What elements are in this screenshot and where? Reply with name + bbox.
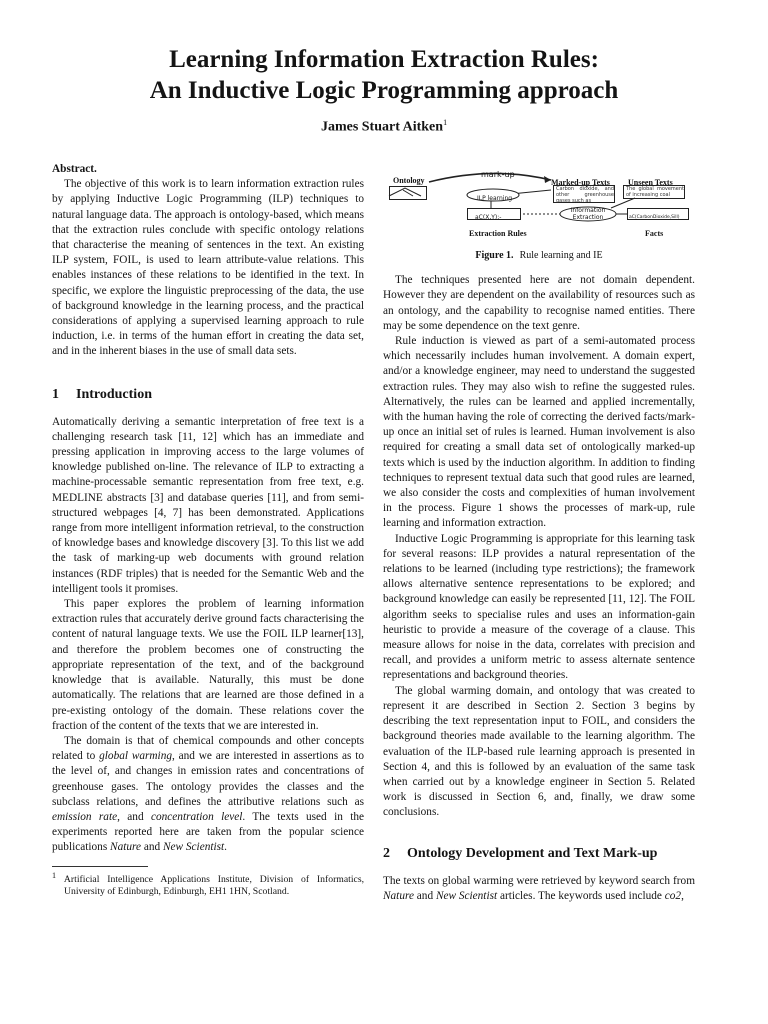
marked-up-snippet: Carbon dioxide, and other greenhouse gases such as	[556, 186, 614, 204]
title-line-2: An Inductive Logic Programming approach	[149, 77, 619, 104]
right-paragraph-1: The techniques presented here are not domain dependent. However they are dependent on the availability of resources such as an ontology, and the capability to recognise named entities. There may be some dependence on the text genre.	[383, 274, 695, 332]
marked-up-texts-label: Marked-up Texts	[551, 178, 610, 187]
footnote	[52, 870, 364, 899]
right-paragraph-4: The global warming domain, and ontology that was created to represent it are described in Section 2. Section 3 begins by describing the text representation input to FOIL, and considers the background theories made available to the learning algorithm. The evaluation of the ILP-based rule learning approach is presented in Section 4, and this is followed by an evaluation of the same task when carried out by a knowledge engineer in Section 5. Related work is discussed in Section 6, and, finally, we draw some conclusions.	[383, 684, 695, 819]
text-run: and	[413, 889, 436, 902]
fact-text: aC(CarbonDioxide,Sill)	[629, 215, 680, 220]
text-run: , and	[117, 810, 151, 823]
footnote-text: Artificial Intelligence Applications Institute, Division of Informatics, University of Edinburgh, Edinburgh, EH1 1HN, Scotland.	[63, 873, 365, 898]
figure-1-diagram	[383, 162, 695, 226]
emphasis-new-scientist: New Scientist	[435, 889, 498, 902]
text-run: . The texts used in the experiments reported here are taken from the popular science publications	[52, 810, 365, 854]
title-line-1: Learning Information Extraction Rules:	[169, 46, 599, 73]
right-column	[383, 162, 695, 904]
left-column	[52, 162, 364, 899]
section-2-heading	[383, 845, 695, 863]
rule-text: aC(X,Y):-	[475, 214, 502, 221]
emphasis-nature: Nature	[110, 841, 142, 854]
footnote-rule	[52, 866, 148, 867]
section-2-paragraph-1	[383, 874, 695, 904]
emphasis-co2: co2	[664, 889, 682, 902]
extraction-rules-label: Extraction Rules	[469, 229, 527, 238]
facts-label: Facts	[645, 229, 664, 238]
author-name: James Stuart Aitken	[320, 119, 444, 135]
ilp-learning-label: ILP learning	[477, 195, 513, 202]
unseen-texts-label: Unseen Texts	[628, 178, 673, 187]
emphasis-global-warming: global warming	[99, 750, 172, 763]
ontology-label: Ontology	[393, 176, 425, 185]
emphasis-emission-rate: emission rate	[52, 810, 118, 823]
emphasis-concentration-level: concentration level	[150, 810, 243, 823]
intro-paragraph-3	[52, 734, 364, 856]
abstract	[52, 162, 364, 360]
right-paragraph-3: Inductive Logic Programming is appropriate for this learning task for several reasons: ILP provides a natural representation of the relations to be learned (including type restrictions); the framework allows alternative sentence representations to be explored; and background knowledge can easily be represented [11, 12]. The FOIL algorithm seeks to specialise rules and uses an information-gain heuristic to provide a measure of the coverage of a clause. This measure allows for noise in the data, correlates with precision and recall, and provides a uniform metric to assess alternate sentence representations and background theories.	[383, 532, 695, 682]
section-1-heading	[52, 386, 364, 404]
emphasis-new-scientist: New Scientist	[162, 841, 225, 854]
abstract-heading: Abstract.	[52, 163, 97, 175]
paper-title	[0, 44, 768, 106]
unseen-snippet: The global movement of increasing coal	[626, 186, 684, 198]
footnote-mark: 1	[52, 870, 57, 880]
markup-arrowhead	[544, 176, 551, 183]
text-run: The domain is that of chemical compounds and other concepts related to	[52, 734, 364, 763]
figure-1-label: Figure 1.	[475, 250, 514, 261]
text-run: .	[224, 841, 227, 854]
text-run: articles. The keywords used include	[497, 889, 665, 902]
footnote-area	[52, 866, 364, 899]
figure-1-caption	[383, 248, 695, 263]
section-2-number: 2	[383, 845, 390, 861]
section-2-title: Ontology Development and Text Mark-up	[407, 845, 658, 861]
author-footnote-mark: 1	[443, 118, 448, 127]
figure-1-caption-text: Rule learning and IE	[519, 250, 603, 261]
ie-label: Information Extraction	[570, 207, 606, 221]
abstract-text: The objective of this work is to learn information extraction rules by applying Inductive Logic Programming (ILP) techniques to natural language data. The approach is ontology-based, which means that the extraction rules conclude with specific ontology relations that characterise the meaning of sentences in the text. An existing ILP system, FOIL, is used to learn attribute-value relations. This enables instances of these relations to be identified in the text. In specific, we explore the linguistic preprocessing of the data, the use of background knowledge in the learning process, and the practical considerations of applying a supervised learning approach to rule induction, i.e. in terms of the human effort in creating the data set, and in the inherent biases in the use of small data sets.	[52, 178, 364, 358]
text-run: and	[141, 841, 163, 854]
section-1-title: Introduction	[76, 386, 152, 402]
figure-1-bottom-labels	[383, 226, 695, 240]
text-run: ,	[681, 889, 684, 902]
text-run: The texts on global warming were retrieved by keyword search from	[383, 874, 695, 887]
intro-paragraph-1: Automatically deriving a semantic interpretation of free text is a challenging research task [11, 12] which has an immediate and pressing application in improving access to the large volumes of knowledge published on-line. The relevance of ILP to extracting a machine-processable semantic representation from free text, e.g. MEDLINE abstracts [3] and database queries [11], and from semi-structured webpages [4, 7] has been demonstrated. Applications range from more intelligent information retrieval, to the construction of knowledge bases and knowledge discovery [3]. To this list we add the task of marking-up web documents with ground relation instances (RDF triples) that is needed for the Semantic Web and the intelligent tools it promises.	[52, 415, 364, 595]
text-run: , and we are interested in assertions as to the level of, and changes in emission rates and concentrations of greenhouse gases. The ontology provides the classes and the subclass relations, and defines the attributive relations such as	[52, 750, 364, 808]
section-1-number: 1	[52, 386, 59, 402]
ontology-box	[389, 186, 427, 200]
author	[0, 118, 768, 136]
markup-label: mark-up	[481, 170, 515, 179]
intro-paragraph-2: This paper explores the problem of learning information extraction rules that accurately derive ground facts characterising the content of natural language texts. We use the FOIL ILP learner[13], and therefore the problem becomes one of constructing the appropriate representation of the text, and of the background knowledge that is available. Naturally, this must be done automatically. The relations that are learned are those defined in a pre-existing ontology of the domain. These relations cover the fraction of the content of the texts that we are interested in.	[52, 598, 364, 732]
right-paragraph-2: Rule induction is viewed as part of a semi-automated process which necessarily includes human involvement. A domain expert, and/or a knowledge engineer, may need to understand the suggested extraction rules. They may also wish to refine the suggested rules. Alternatively, the rules can be learned and applied incrementally, with the human having the role of correcting the derived facts/mark-up once an initial set of rules is learned. Human involvement is also required for creating a small data set of ontologically marked-up texts which is used by the induction algorithm. In addition to finding techniques to represent textual data such that good rules are learned, we also consider the costs and complexities of human involvement in the process. Figure 1 shows the processes of mark-up, rule learning and information extraction.	[383, 335, 695, 530]
emphasis-nature: Nature	[383, 889, 414, 902]
